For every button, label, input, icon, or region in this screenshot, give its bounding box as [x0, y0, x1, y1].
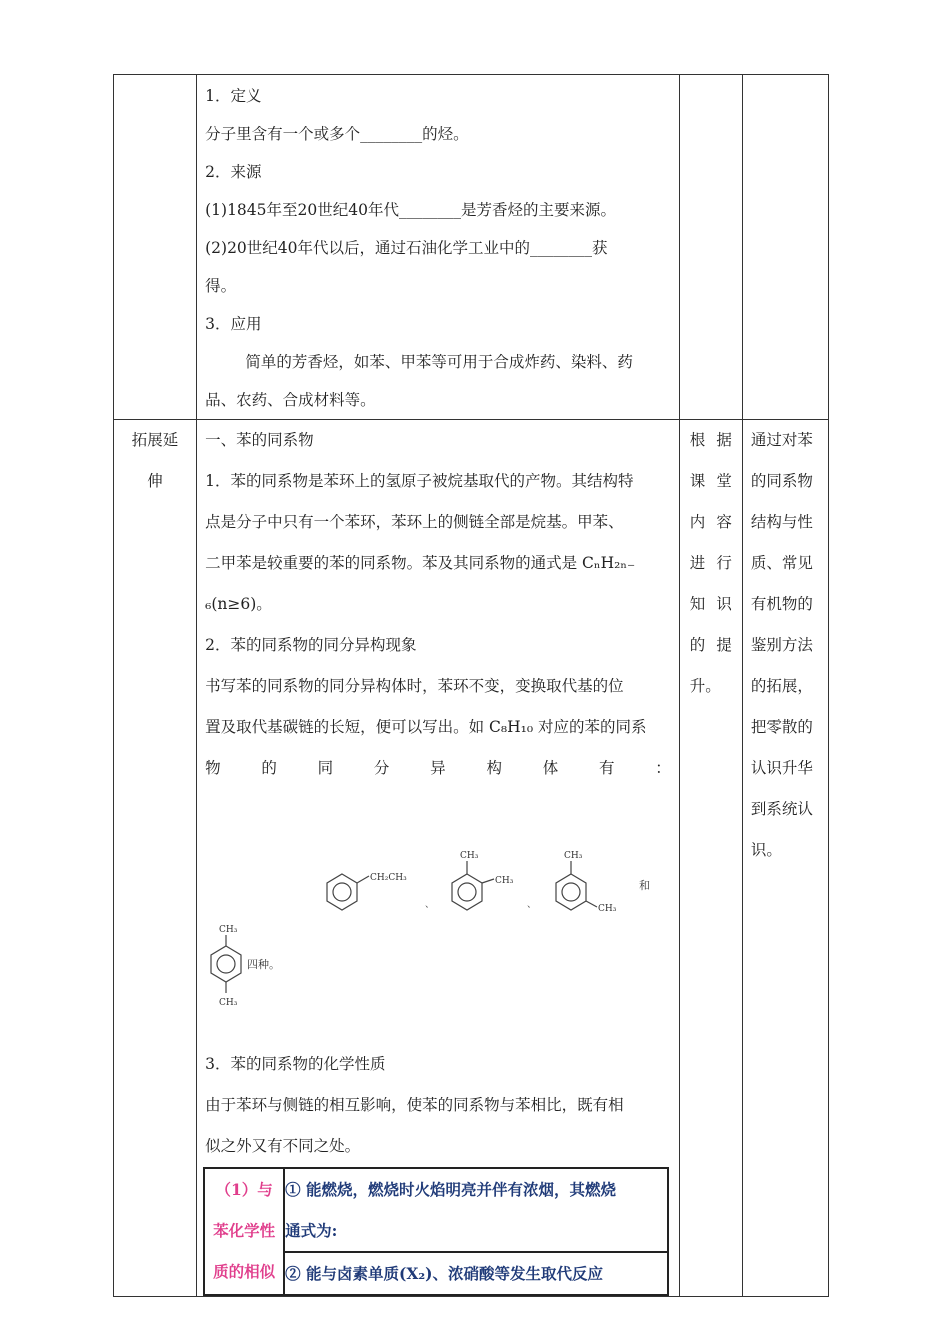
separator-2: 、	[527, 900, 537, 910]
section-title: 一、苯的同系物	[205, 431, 314, 449]
similarity-label-1: （1）与	[215, 1180, 273, 1199]
text-line-3: 二甲苯是较重要的苯的同系物。苯及其同系物的通式是 CₙH₂ₙ₋	[205, 554, 636, 572]
intent-line: 质、常见	[750, 554, 813, 572]
intent-line: 认识升华	[750, 759, 813, 777]
paragraph-source-2a: (2)20世纪40年代以后，通过石油化学工业中的________获	[205, 239, 608, 257]
similarity-label-3: 质的相似	[213, 1262, 276, 1281]
separator-1: 、	[425, 900, 435, 910]
paragraph-source-1: (1)1845年至20世纪40年代________是芳香烃的主要来源。	[205, 201, 616, 219]
heading-source: 2．来源	[205, 163, 262, 181]
text-line-6: 书写苯的同系物的同分异构体时，苯环不变，变换取代基的位	[205, 677, 624, 695]
ethyl-group-label: CH₂CH₃	[370, 873, 407, 883]
intent-line: 通过对苯	[750, 431, 813, 449]
meta-xylene-structure	[556, 861, 597, 910]
methyl-label-top-para: CH₃	[219, 925, 238, 935]
spread-char: 物	[205, 759, 221, 777]
spread-char: ：	[655, 759, 671, 777]
intent-line: 把零散的	[750, 718, 813, 736]
intent-line: 结构与性	[750, 513, 813, 531]
text-line-4: ₆(n≥6)。	[205, 595, 272, 613]
activity-line: 进 行	[689, 554, 732, 572]
spread-char: 构	[486, 759, 502, 777]
methyl-label-top-ortho: CH₃	[460, 851, 479, 861]
substitution-line: ② 能与卤素单质(X₂)、浓硝酸等发生取代反应	[285, 1264, 603, 1283]
activity-line: 根 据	[689, 431, 732, 449]
text-line-2: 点是分子中只有一个苯环，苯环上的侧链全部是烷基。甲苯、	[205, 513, 624, 531]
methyl-label-side-meta: CH₃	[598, 904, 617, 914]
text-line-1: 1．苯的同系物是苯环上的氢原子被烷基取代的产物。其结构特	[205, 472, 634, 490]
four-kinds-label: 四种。	[247, 958, 281, 971]
label-cell-extension	[114, 420, 197, 1297]
heading-definition: 1．定义	[205, 87, 262, 105]
intent-line: 有机物的	[750, 595, 813, 613]
combustion-cell	[284, 1168, 668, 1252]
spread-char: 同	[317, 759, 334, 777]
methyl-label-bottom-para: CH₃	[219, 998, 238, 1008]
paragraph-definition: 分子里含有一个或多个________的烃。	[205, 125, 469, 143]
activity-line: 课 堂	[689, 472, 732, 490]
heading-application: 3．应用	[205, 315, 262, 333]
text-line-8: 3．苯的同系物的化学性质	[205, 1055, 386, 1073]
paragraph-application-a: 简单的芳香烃，如苯、甲苯等可用于合成炸药、染料、药	[245, 353, 633, 371]
isomer-structures	[197, 789, 679, 1044]
intent-line: 鉴别方法	[750, 636, 813, 654]
and-word: 和	[639, 879, 651, 892]
paragraph-source-2b: 得。	[205, 277, 237, 295]
methyl-label-top-meta: CH₃	[564, 851, 583, 861]
similarity-label-2: 苯化学性	[213, 1221, 276, 1240]
spread-line	[197, 748, 679, 789]
intent-line: 识。	[750, 841, 782, 859]
lesson-table	[113, 74, 829, 1297]
spread-char: 有	[598, 759, 615, 777]
similarity-label-cell	[204, 1168, 284, 1295]
activity-line: 的 提	[689, 636, 732, 654]
text-line-5: 2．苯的同系物的同分异构现象	[205, 636, 417, 654]
ethylbenzene-structure	[327, 874, 369, 910]
combustion-line-1: ① 能燃烧，燃烧时火焰明亮并伴有浓烟，其燃烧	[285, 1180, 617, 1199]
intent-line: 到系统认	[750, 800, 813, 818]
intent-cell-empty	[742, 75, 828, 420]
para-xylene-structure	[211, 935, 241, 993]
text-line-7: 置及取代基碳链的长短，便可以写出。如 C₈H₁₀ 对应的苯的同系	[205, 718, 647, 736]
intent-line: 的拓展，	[750, 677, 813, 695]
spread-char: 体	[542, 759, 559, 777]
spread-char: 的	[261, 759, 277, 777]
content-cell-homologs	[197, 420, 680, 1297]
label-line-1: 拓展延	[131, 431, 179, 449]
paragraph-application-b: 品、农药、合成材料等。	[205, 391, 376, 409]
text-line-9: 由于苯环与侧链的相互影响，使苯的同系物与苯相比，既有相	[205, 1096, 624, 1114]
label-cell-empty	[114, 75, 197, 420]
activity-line: 升。	[689, 677, 721, 695]
property-comparison-table	[203, 1167, 669, 1296]
activity-line: 内 容	[689, 513, 732, 531]
spread-char: 异	[430, 759, 446, 777]
row-aromatic-hydrocarbon	[114, 75, 829, 420]
substitution-cell	[284, 1252, 668, 1295]
row-extension	[114, 420, 829, 1297]
structure-svg	[197, 789, 679, 1044]
spread-char: 分	[373, 759, 390, 777]
text-line-10: 似之外又有不同之处。	[205, 1137, 361, 1155]
label-line-2: 伸	[147, 472, 163, 490]
ortho-xylene-structure	[452, 861, 494, 910]
activity-cell-empty	[679, 75, 742, 420]
activity-cell	[679, 420, 742, 1297]
intent-cell	[742, 420, 828, 1297]
combustion-line-2: 通式为:	[285, 1221, 338, 1240]
intent-line: 的同系物	[750, 472, 813, 490]
activity-line: 知 识	[689, 595, 732, 613]
content-cell-definition	[197, 75, 680, 420]
methyl-label-side-ortho: CH₃	[495, 876, 514, 886]
